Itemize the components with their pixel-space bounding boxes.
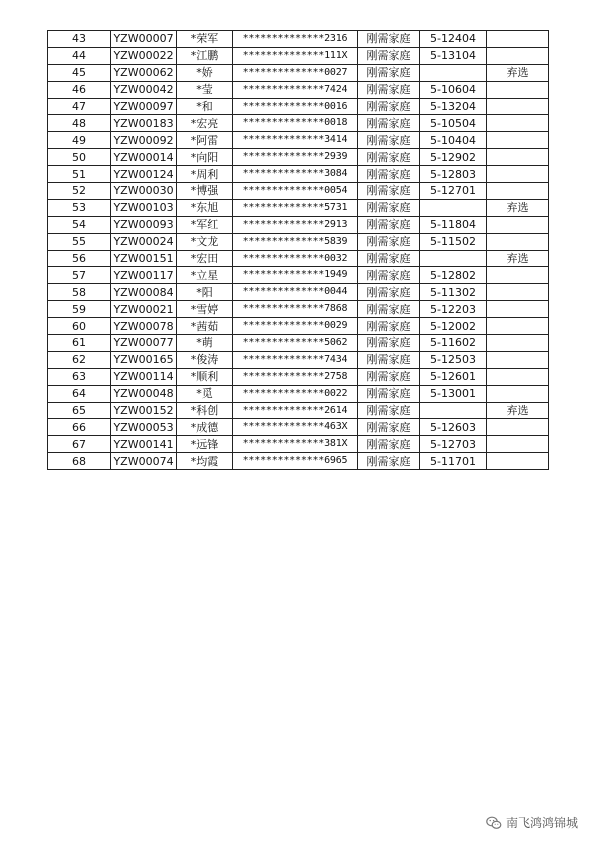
row-number-cell: 50 [48, 149, 111, 166]
row-number-cell: 68 [48, 453, 111, 470]
row-number-cell: 60 [48, 318, 111, 335]
unit-number-cell: 5-12703 [420, 436, 487, 453]
row-number-cell: 61 [48, 335, 111, 352]
applicant-code-cell: YZW00097 [111, 98, 177, 115]
id-number-cell: **************0032 [233, 250, 358, 267]
applicant-code-cell: YZW00014 [111, 149, 177, 166]
applicant-code-cell: YZW00022 [111, 47, 177, 64]
household-type-cell: 刚需家庭 [358, 115, 420, 132]
remark-cell [487, 98, 549, 115]
applicant-name-cell: *周利 [177, 166, 233, 183]
unit-number-cell: 5-12601 [420, 368, 487, 385]
remark-cell [487, 436, 549, 453]
household-type-cell: 刚需家庭 [358, 335, 420, 352]
id-number-cell: **************111X [233, 47, 358, 64]
row-number-cell: 66 [48, 419, 111, 436]
table-row [48, 47, 549, 64]
household-type-cell: 刚需家庭 [358, 301, 420, 318]
applicant-code-cell: YZW00183 [111, 115, 177, 132]
remark-cell [487, 166, 549, 183]
applicant-code-cell: YZW00092 [111, 132, 177, 149]
applicant-name-cell: *江鹏 [177, 47, 233, 64]
row-number-cell: 59 [48, 301, 111, 318]
row-number-cell: 63 [48, 368, 111, 385]
unit-number-cell: 5-12404 [420, 31, 487, 48]
remark-cell [487, 318, 549, 335]
applicant-name-cell: *均霞 [177, 453, 233, 470]
household-type-cell: 刚需家庭 [358, 453, 420, 470]
applicant-name-cell: *博强 [177, 183, 233, 200]
unit-number-cell: 5-11804 [420, 216, 487, 233]
id-number-cell: **************0022 [233, 385, 358, 402]
household-type-cell: 刚需家庭 [358, 436, 420, 453]
remark-cell [487, 47, 549, 64]
unit-number-cell: 5-12603 [420, 419, 487, 436]
row-number-cell: 48 [48, 115, 111, 132]
table-row [48, 402, 549, 419]
table-body [48, 31, 549, 470]
row-number-cell: 43 [48, 31, 111, 48]
applicant-code-cell: YZW00151 [111, 250, 177, 267]
row-number-cell: 49 [48, 132, 111, 149]
row-number-cell: 46 [48, 81, 111, 98]
remark-cell [487, 81, 549, 98]
id-number-cell: **************463X [233, 419, 358, 436]
table-row [48, 64, 549, 81]
unit-number-cell: 5-11302 [420, 284, 487, 301]
applicant-name-cell: *东旭 [177, 199, 233, 216]
remark-cell [487, 351, 549, 368]
applicant-name-cell: *阿雷 [177, 132, 233, 149]
household-type-cell: 刚需家庭 [358, 267, 420, 284]
remark-cell [487, 149, 549, 166]
row-number-cell: 54 [48, 216, 111, 233]
remark-cell: 弃选 [487, 64, 549, 81]
remark-cell [487, 233, 549, 250]
remark-cell [487, 267, 549, 284]
remark-cell [487, 284, 549, 301]
household-type-cell: 刚需家庭 [358, 368, 420, 385]
unit-number-cell: 5-12802 [420, 267, 487, 284]
household-type-cell: 刚需家庭 [358, 64, 420, 81]
table-row [48, 233, 549, 250]
row-number-cell: 62 [48, 351, 111, 368]
unit-number-cell [420, 199, 487, 216]
unit-number-cell: 5-11701 [420, 453, 487, 470]
table-row [48, 335, 549, 352]
household-type-cell: 刚需家庭 [358, 284, 420, 301]
household-type-cell: 刚需家庭 [358, 402, 420, 419]
id-number-cell: **************0044 [233, 284, 358, 301]
id-number-cell: **************7424 [233, 81, 358, 98]
unit-number-cell: 5-13104 [420, 47, 487, 64]
applicant-name-cell: *宏田 [177, 250, 233, 267]
table-row [48, 301, 549, 318]
household-type-cell: 刚需家庭 [358, 81, 420, 98]
applicant-name-cell: *阳 [177, 284, 233, 301]
applicant-name-cell: *宏亮 [177, 115, 233, 132]
unit-number-cell: 5-10404 [420, 132, 487, 149]
remark-cell [487, 419, 549, 436]
household-type-cell: 刚需家庭 [358, 98, 420, 115]
household-type-cell: 刚需家庭 [358, 351, 420, 368]
applicant-name-cell: *文龙 [177, 233, 233, 250]
id-number-cell: **************2758 [233, 368, 358, 385]
household-type-cell: 刚需家庭 [358, 318, 420, 335]
remark-cell [487, 385, 549, 402]
id-number-cell: **************1949 [233, 267, 358, 284]
applicant-code-cell: YZW00152 [111, 402, 177, 419]
id-number-cell: **************2939 [233, 149, 358, 166]
id-number-cell: **************7434 [233, 351, 358, 368]
row-number-cell: 47 [48, 98, 111, 115]
table-row [48, 436, 549, 453]
household-type-cell: 刚需家庭 [358, 132, 420, 149]
table-row [48, 81, 549, 98]
id-number-cell: **************0018 [233, 115, 358, 132]
remark-cell [487, 335, 549, 352]
id-number-cell: **************3414 [233, 132, 358, 149]
id-number-cell: **************5839 [233, 233, 358, 250]
applicant-code-cell: YZW00030 [111, 183, 177, 200]
row-number-cell: 44 [48, 47, 111, 64]
unit-number-cell: 5-10504 [420, 115, 487, 132]
applicant-name-cell: *向阳 [177, 149, 233, 166]
table-row [48, 250, 549, 267]
applicant-name-cell: *荣军 [177, 31, 233, 48]
table-row [48, 368, 549, 385]
household-type-cell: 刚需家庭 [358, 233, 420, 250]
applicant-name-cell: *科创 [177, 402, 233, 419]
unit-number-cell: 5-13204 [420, 98, 487, 115]
applicant-code-cell: YZW00078 [111, 318, 177, 335]
id-number-cell: **************0029 [233, 318, 358, 335]
row-number-cell: 45 [48, 64, 111, 81]
id-number-cell: **************381X [233, 436, 358, 453]
applicant-name-cell: *茜茹 [177, 318, 233, 335]
applicant-code-cell: YZW00077 [111, 335, 177, 352]
unit-number-cell: 5-11602 [420, 335, 487, 352]
applicant-code-cell: YZW00103 [111, 199, 177, 216]
row-number-cell: 67 [48, 436, 111, 453]
table-row [48, 98, 549, 115]
row-number-cell: 53 [48, 199, 111, 216]
household-type-cell: 刚需家庭 [358, 166, 420, 183]
applicant-code-cell: YZW00048 [111, 385, 177, 402]
id-number-cell: **************5731 [233, 199, 358, 216]
household-type-cell: 刚需家庭 [358, 250, 420, 267]
remark-cell [487, 368, 549, 385]
table-row [48, 385, 549, 402]
remark-cell [487, 115, 549, 132]
applicant-code-cell: YZW00165 [111, 351, 177, 368]
row-number-cell: 56 [48, 250, 111, 267]
applicant-code-cell: YZW00007 [111, 31, 177, 48]
applicant-name-cell: *雪婷 [177, 301, 233, 318]
table-row [48, 132, 549, 149]
table-row [48, 267, 549, 284]
applicant-code-cell: YZW00084 [111, 284, 177, 301]
wechat-icon [486, 816, 502, 830]
remark-cell: 弃选 [487, 402, 549, 419]
applicant-name-cell: *觅 [177, 385, 233, 402]
remark-cell [487, 301, 549, 318]
applicant-code-cell: YZW00117 [111, 267, 177, 284]
lottery-result-table [47, 30, 549, 470]
unit-number-cell: 5-10604 [420, 81, 487, 98]
row-number-cell: 57 [48, 267, 111, 284]
unit-number-cell: 5-12902 [420, 149, 487, 166]
household-type-cell: 刚需家庭 [358, 216, 420, 233]
household-type-cell: 刚需家庭 [358, 419, 420, 436]
table-row [48, 31, 549, 48]
unit-number-cell: 5-12203 [420, 301, 487, 318]
applicant-name-cell: *萌 [177, 335, 233, 352]
applicant-code-cell: YZW00062 [111, 64, 177, 81]
table-row [48, 149, 549, 166]
unit-number-cell: 5-12701 [420, 183, 487, 200]
table-row [48, 284, 549, 301]
applicant-name-cell: *立星 [177, 267, 233, 284]
applicant-code-cell: YZW00024 [111, 233, 177, 250]
applicant-code-cell: YZW00141 [111, 436, 177, 453]
id-number-cell: **************0016 [233, 98, 358, 115]
household-type-cell: 刚需家庭 [358, 149, 420, 166]
unit-number-cell [420, 64, 487, 81]
id-number-cell: **************2913 [233, 216, 358, 233]
applicant-name-cell: *军红 [177, 216, 233, 233]
remark-cell [487, 453, 549, 470]
unit-number-cell: 5-11502 [420, 233, 487, 250]
id-number-cell: **************2316 [233, 31, 358, 48]
id-number-cell: **************5062 [233, 335, 358, 352]
table-row [48, 216, 549, 233]
applicant-code-cell: YZW00042 [111, 81, 177, 98]
applicant-name-cell: *顺利 [177, 368, 233, 385]
applicant-code-cell: YZW00093 [111, 216, 177, 233]
applicant-name-cell: *远锋 [177, 436, 233, 453]
applicant-code-cell: YZW00053 [111, 419, 177, 436]
row-number-cell: 58 [48, 284, 111, 301]
household-type-cell: 刚需家庭 [358, 183, 420, 200]
table-row [48, 351, 549, 368]
unit-number-cell: 5-12803 [420, 166, 487, 183]
applicant-name-cell: *和 [177, 98, 233, 115]
remark-cell: 弃选 [487, 199, 549, 216]
household-type-cell: 刚需家庭 [358, 199, 420, 216]
table-row [48, 419, 549, 436]
id-number-cell: **************0054 [233, 183, 358, 200]
remark-cell [487, 31, 549, 48]
remark-cell [487, 132, 549, 149]
household-type-cell: 刚需家庭 [358, 47, 420, 64]
id-number-cell: **************2614 [233, 402, 358, 419]
row-number-cell: 52 [48, 183, 111, 200]
watermark-text: 南飞鸿鸿锦城 [505, 816, 578, 830]
household-type-cell: 刚需家庭 [358, 31, 420, 48]
unit-number-cell [420, 402, 487, 419]
applicant-name-cell: *娇 [177, 64, 233, 81]
table-row [48, 199, 549, 216]
applicant-code-cell: YZW00021 [111, 301, 177, 318]
applicant-name-cell: *俊涛 [177, 351, 233, 368]
row-number-cell: 65 [48, 402, 111, 419]
table-row [48, 166, 549, 183]
applicant-code-cell: YZW00074 [111, 453, 177, 470]
row-number-cell: 64 [48, 385, 111, 402]
row-number-cell: 55 [48, 233, 111, 250]
id-number-cell: **************6965 [233, 453, 358, 470]
table-row [48, 115, 549, 132]
unit-number-cell: 5-12503 [420, 351, 487, 368]
row-number-cell: 51 [48, 166, 111, 183]
table-row [48, 318, 549, 335]
household-type-cell: 刚需家庭 [358, 385, 420, 402]
id-number-cell: **************0027 [233, 64, 358, 81]
remark-cell [487, 183, 549, 200]
table-row [48, 183, 549, 200]
unit-number-cell: 5-12002 [420, 318, 487, 335]
applicant-code-cell: YZW00114 [111, 368, 177, 385]
id-number-cell: **************7868 [233, 301, 358, 318]
unit-number-cell [420, 250, 487, 267]
applicant-name-cell: *成德 [177, 419, 233, 436]
table-row [48, 453, 549, 470]
wechat-watermark [486, 814, 578, 831]
id-number-cell: **************3084 [233, 166, 358, 183]
applicant-code-cell: YZW00124 [111, 166, 177, 183]
unit-number-cell: 5-13001 [420, 385, 487, 402]
applicant-name-cell: *莹 [177, 81, 233, 98]
remark-cell [487, 216, 549, 233]
remark-cell: 弃选 [487, 250, 549, 267]
